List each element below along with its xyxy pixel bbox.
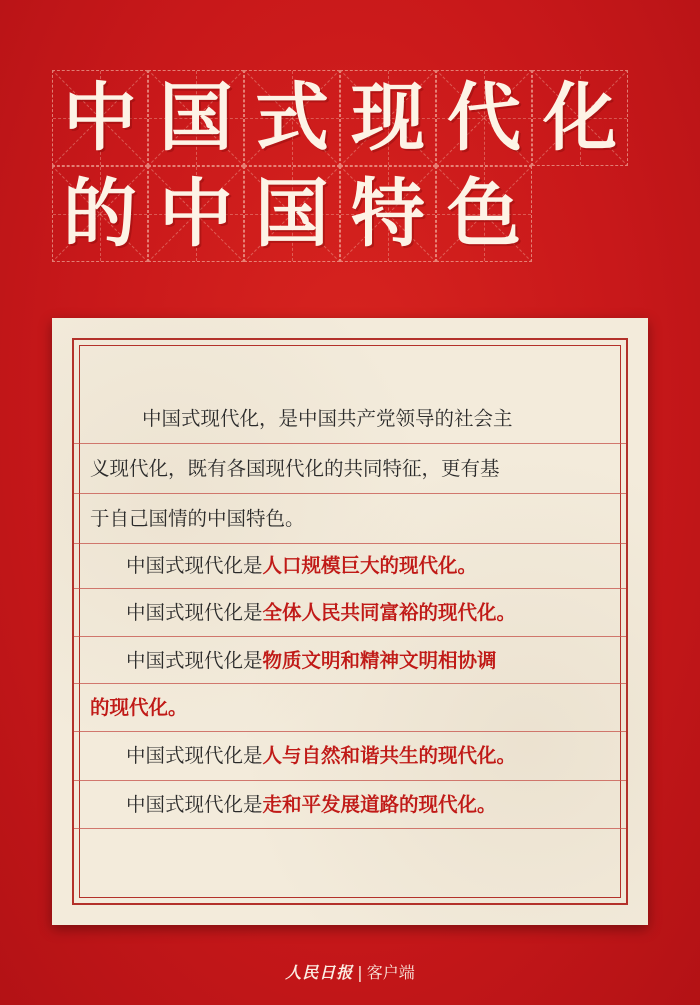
feature-prefix: 中国式现代化是: [126, 649, 263, 672]
title-char: 化: [543, 75, 617, 161]
title-char: 中: [63, 75, 137, 161]
title-grid: [52, 70, 628, 262]
ruled-line: [74, 731, 626, 732]
title-cell: [532, 70, 628, 166]
title-cell: [436, 70, 532, 166]
title-cell: [148, 166, 244, 262]
ruled-line: [74, 780, 626, 781]
feature-item: [126, 556, 618, 576]
title-cell: [436, 166, 532, 262]
intro-line-3: 于自己国情的中国特色。: [90, 507, 305, 530]
title-char: 代: [447, 75, 521, 161]
title-char: 现: [351, 75, 425, 161]
feature-emphasis: 走和平发展道路的现代化。: [262, 793, 497, 816]
title-cell-empty: [532, 166, 628, 262]
ruled-line: [74, 493, 626, 494]
ruled-line: [74, 543, 626, 544]
title-char: 国: [255, 171, 329, 257]
title-cell: [52, 70, 148, 166]
feature-item: [126, 651, 618, 671]
feature-prefix: 中国式现代化是: [126, 793, 263, 816]
content-card: [52, 318, 648, 925]
brand-label: 客户端: [366, 963, 415, 982]
feature-prefix: 中国式现代化是: [126, 554, 263, 577]
ruled-line: [74, 443, 626, 444]
ruled-line: [74, 683, 626, 684]
feature-emphasis: 人口规模巨大的现代化。: [262, 554, 478, 577]
ruled-line: [74, 588, 626, 589]
feature-emphasis: 物质文明和精神文明相协调: [262, 649, 497, 672]
intro-line-2: 义现代化，既有各国现代化的共同特征，更有基: [90, 457, 500, 480]
title-cell: [148, 70, 244, 166]
title-char: 的: [63, 171, 137, 257]
title-char: 色: [447, 171, 521, 257]
title-cell: [244, 70, 340, 166]
title-char: 特: [351, 171, 425, 257]
brand-separator: |: [357, 963, 363, 982]
title-cell: [52, 166, 148, 262]
ruled-line: [74, 828, 626, 829]
feature-item-continuation: [90, 698, 618, 718]
footer-brand: [0, 960, 700, 983]
title-cell: [340, 166, 436, 262]
feature-prefix: 中国式现代化是: [126, 744, 263, 767]
feature-prefix: 中国式现代化是: [126, 601, 263, 624]
title-char: 国: [159, 75, 233, 161]
feature-emphasis: 全体人民共同富裕的现代化。: [262, 601, 517, 624]
feature-emphasis: 的现代化。: [90, 696, 188, 719]
title-char: 中: [159, 171, 233, 257]
feature-item: [126, 603, 618, 623]
title-cell: [244, 166, 340, 262]
title-char: 式: [255, 75, 329, 161]
intro-line-1: 中国式现代化，是中国共产党领导的社会主: [142, 407, 513, 430]
feature-item: [126, 746, 618, 766]
ruled-line: [74, 636, 626, 637]
title-cell: [340, 70, 436, 166]
feature-item: [126, 795, 618, 815]
brand-logo: 人民日报: [285, 963, 354, 982]
feature-emphasis: 人与自然和谐共生的现代化。: [262, 744, 517, 767]
